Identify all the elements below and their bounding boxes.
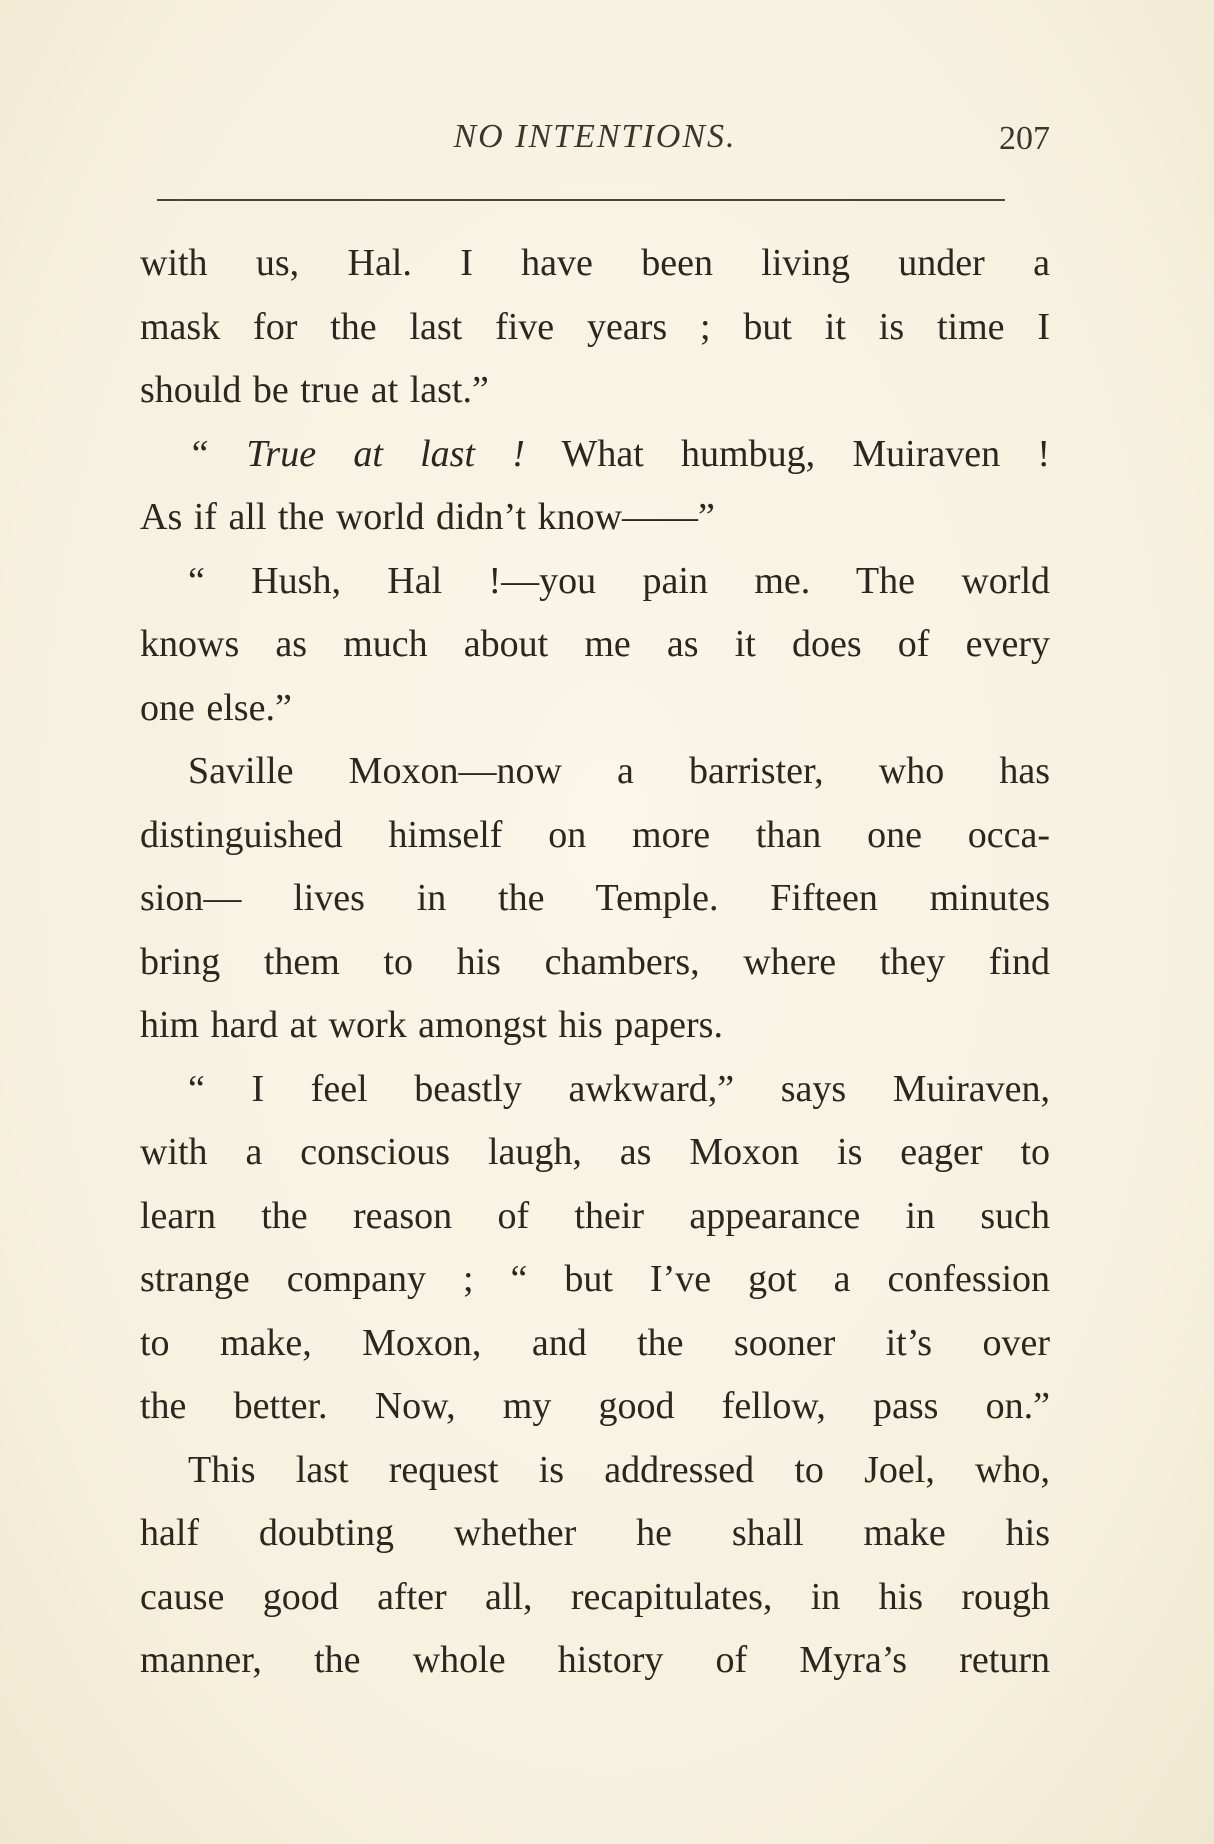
italic-phrase: “ True at last ! [188,432,525,475]
text-line [140,232,1050,296]
line-text: sion— lives in the Temple. Fifteen minutes [140,877,1050,919]
line-text: distinguished himself on more than one occa- [140,813,1050,856]
running-head [140,118,1050,162]
text-line [140,1121,1050,1185]
text-line [140,1185,1050,1249]
text-line [140,550,1050,614]
line-text: “ I feel beastly awkward,” says Muiraven, [188,1067,1050,1110]
text-line [140,677,1050,741]
line-text: learn the reason of their appearance in such [140,1194,1050,1237]
line-text: one else.” [140,686,292,729]
text-line [140,1502,1050,1566]
text-line [140,867,1050,931]
line-text: manner, the whole history of Myra’s return [140,1639,1050,1681]
line-text: should be true at last.” [140,369,489,411]
text-line [140,359,1050,423]
line-text: cause good after all, recapitulates, in his rough [140,1575,1050,1618]
text-line [140,613,1050,677]
line-text: knows as much about me as it does of every [140,623,1050,665]
line-text: the better. Now, my good fellow, pass on.” [140,1385,1050,1427]
line-text: with a conscious laugh, as Moxon is eager to [140,1131,1050,1173]
line-text: This last request is addressed to Joel, who, [188,1448,1050,1491]
page-number: 207 [999,120,1050,157]
text-line [140,804,1050,868]
line-text: half doubting whether he shall make his [140,1512,1050,1554]
text-line [140,1439,1050,1503]
text-line [140,931,1050,995]
line-text: “ Hush, Hal !—you pain me. The world [188,559,1050,602]
header-rule [157,199,1005,201]
text-line [140,1375,1050,1439]
text-line [140,1312,1050,1376]
line-text: What humbug, Muiraven ! [524,432,1050,475]
line-text: with us, Hal. I have been living under a [140,242,1050,284]
text-line [140,994,1050,1058]
chapter-title: NO INTENTIONS. [453,118,737,155]
line-text: As if all the world didn’t know——” [140,496,715,538]
text-line [140,1248,1050,1312]
text-line [140,1566,1050,1630]
line-text: him hard at work amongst his papers. [140,1004,723,1046]
body-text [140,232,1050,1693]
text-line [140,423,1050,487]
text-line [140,296,1050,360]
line-text: to make, Moxon, and the sooner it’s over [140,1321,1050,1364]
text-line [140,486,1050,550]
line-text: strange company ; “ but I’ve got a confession [140,1258,1050,1300]
line-text: Saville Moxon—now a barrister, who has [188,750,1050,792]
line-text: bring them to his chambers, where they find [140,940,1050,983]
line-text: mask for the last five years ; but it is time I [140,305,1050,348]
text-line [140,1058,1050,1122]
text-line [140,1629,1050,1693]
text-line [140,740,1050,804]
